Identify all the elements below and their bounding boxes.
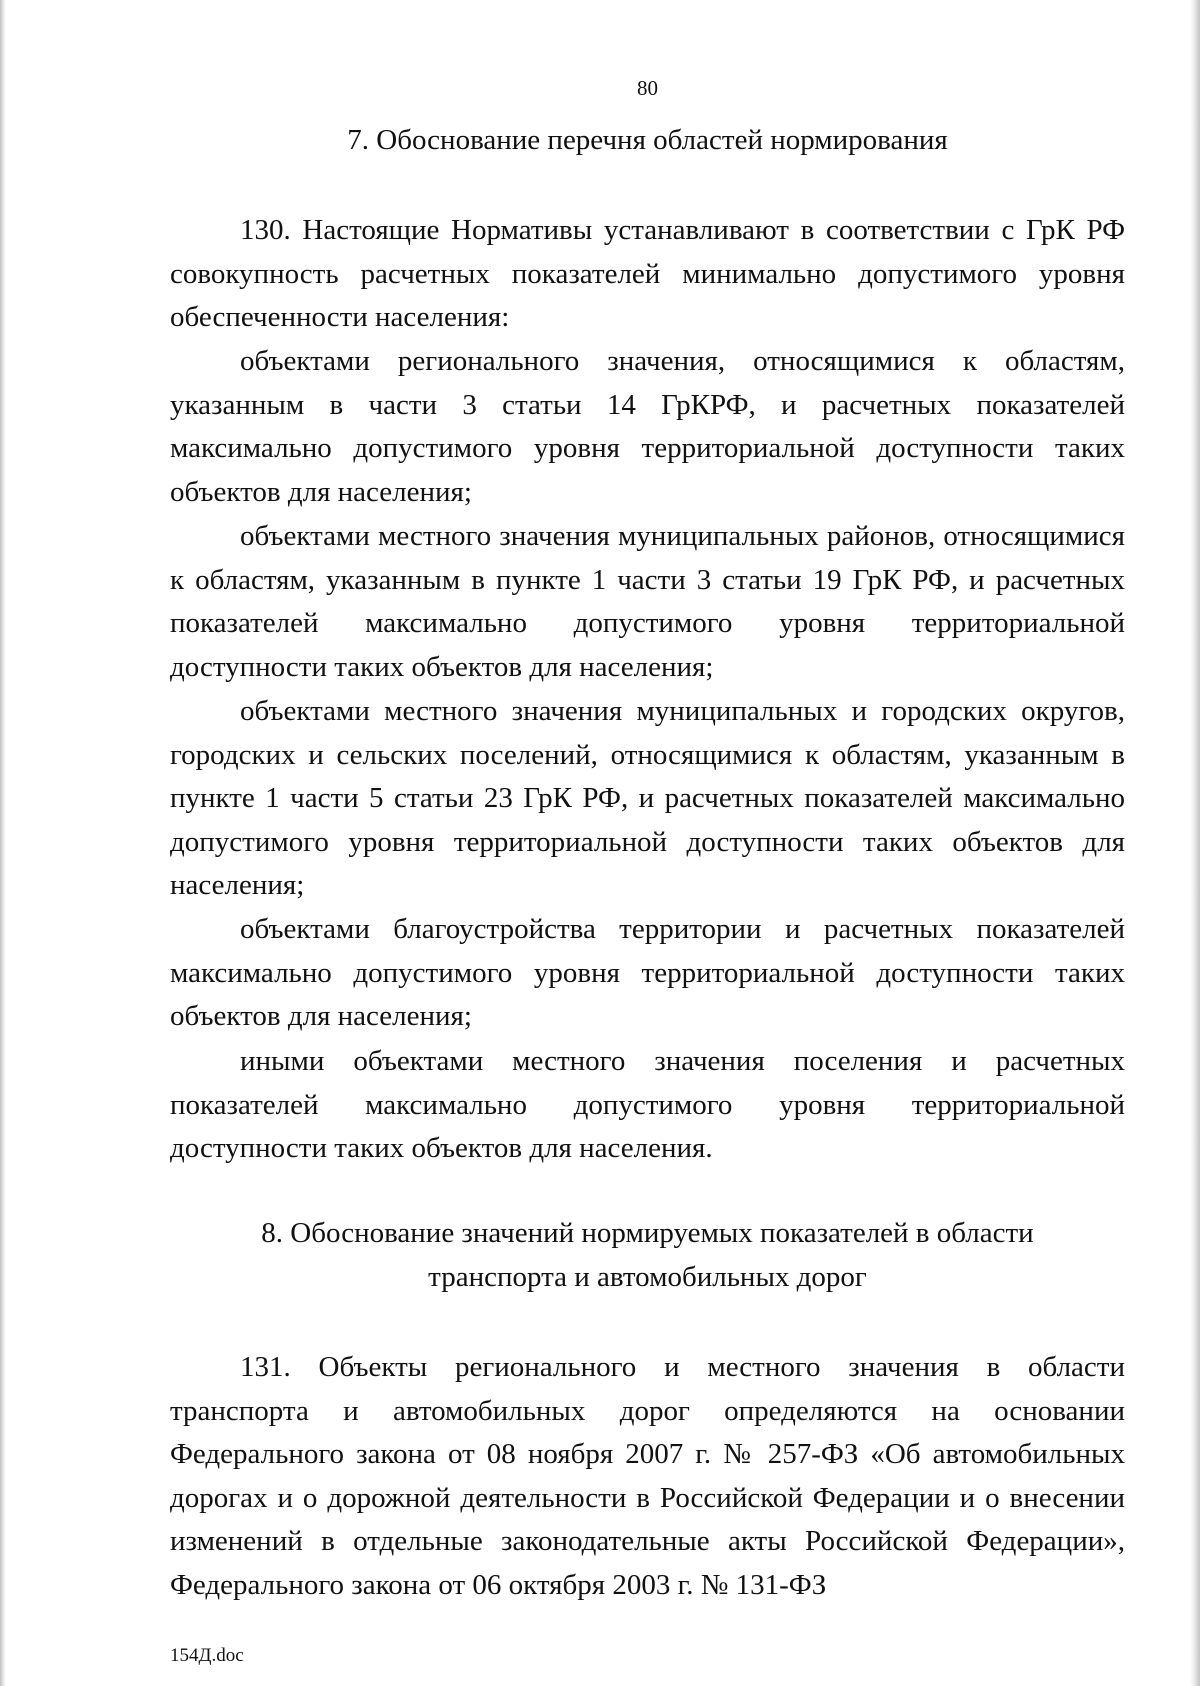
paragraph-131: 131. Объекты регионального и местного значения в области транспорта и автомобильных дорог определяются на основании Федерального закона от 08 ноября 2007 г. № 257-ФЗ «Об автомобильных дорогах и о дорожной деятельности в Российской Федерации и о внесении изменений в отдельные законодательные акты Российской Федерации», Федерального закона от 06 октября 2003 г. № 131-ФЗ (170, 1351, 1125, 1601)
list-item-other-objects: иными объектами местного значения поселения и расчетных показателей максимально допустимого уровня территориальной доступности таких объектов для населения. (170, 1045, 1125, 1165)
list-item-municipal-city-objects: объектами местного значения муниципальных и городских округов, городских и сельских поселений, относящимися к областям, указанным в пункте 1 части 5 статьи 23 ГрК РФ, и расчетных показателей максимально допустимого уровня территориальной доступности таких объектов для населения; (170, 695, 1125, 902)
footer-filename: 154Д.doc (170, 1645, 244, 1666)
list-item-landscaping-objects: объектами благоустройства территории и расчетных показателей максимально допустимого уровня территориальной доступности таких объектов для населения; (170, 913, 1125, 1033)
list-item-regional-objects: объектами регионального значения, относящимися к областям, указанным в части 3 статьи 14 ГрКРФ, и расчетных показателей максимально допустимого уровня территориальной доступности таких объектов для населения; (170, 345, 1125, 508)
section-8-heading-line-2: транспорта и автомобильных дорог (428, 1261, 867, 1293)
section-8-heading-line-1: 8. Обоснование значений нормируемых показателей в области (261, 1217, 1034, 1249)
list-item-municipal-district-objects: объектами местного значения муниципальных районов, относящимися к областям, указанным в пункте 1 части 3 статьи 19 ГрК РФ, и расчетных показателей максимально допустимого уровня территориальной доступности таких объектов для населения; (170, 520, 1125, 683)
page-number: 80 (637, 76, 658, 100)
scan-edge-left (0, 0, 6, 1686)
paragraph-130: 130. Настоящие Нормативы устанавливают в соответствии с ГрК РФ совокупность расчетных показателей минимально допустимого уровня обеспеченности населения: (170, 214, 1125, 334)
scan-edge-right (1190, 0, 1200, 1686)
section-7-heading: 7. Обоснование перечня областей нормирования (347, 124, 948, 156)
